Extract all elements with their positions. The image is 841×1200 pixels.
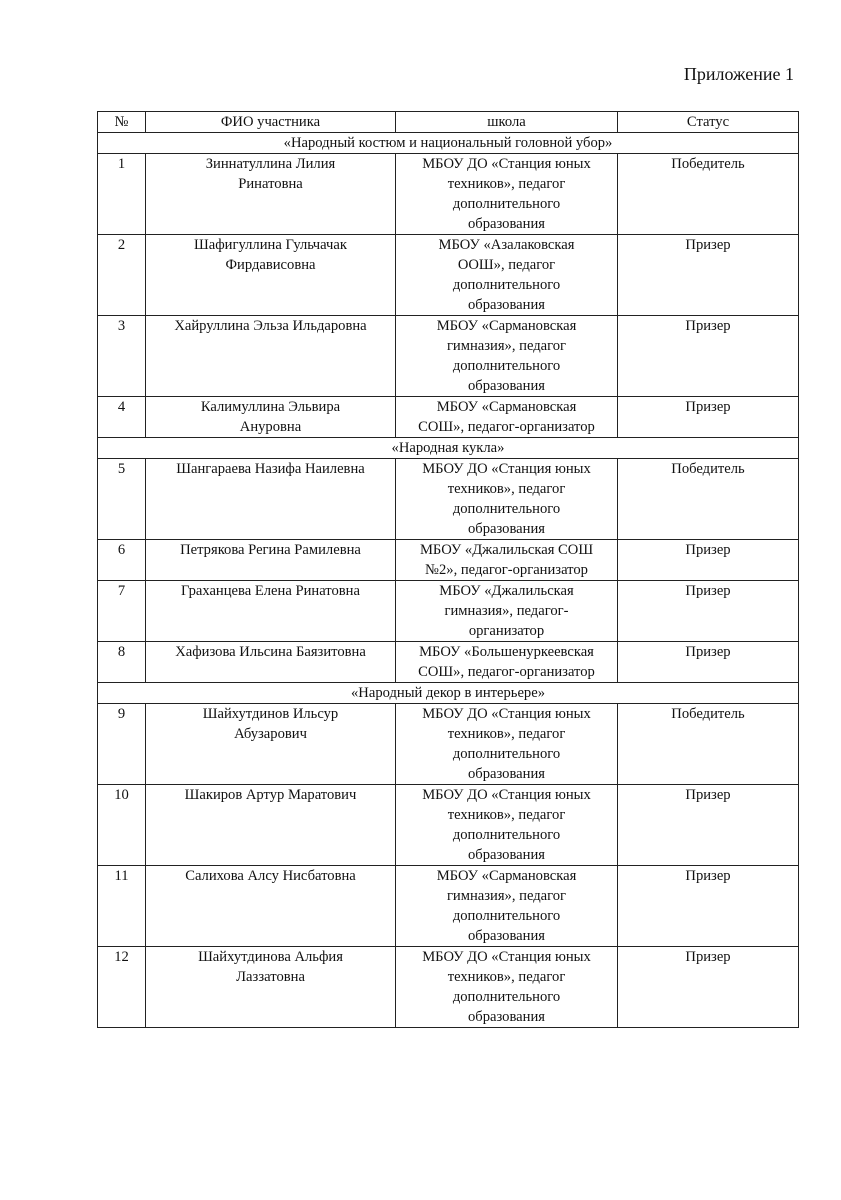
row-number: 9 xyxy=(98,704,146,785)
participant-name xyxy=(146,540,396,581)
school-line: МБОУ «Джалильская xyxy=(439,583,574,599)
school-line: МБОУ ДО «Станция юных xyxy=(422,949,591,965)
school-line: №2», педагог-организатор xyxy=(425,562,588,578)
header-status: Статус xyxy=(618,112,799,133)
row-number: 7 xyxy=(98,581,146,642)
school-line: техников», педагог xyxy=(447,807,566,823)
school-line: дополнительного xyxy=(452,746,561,762)
school-line: гимназия», педагог- xyxy=(444,603,569,619)
table-row xyxy=(98,866,799,947)
school-line: дополнительного xyxy=(452,827,561,843)
header-number: № xyxy=(98,112,146,133)
school-line: техников», педагог xyxy=(447,481,566,497)
participant-name-line: Калимуллина Эльвира xyxy=(200,399,341,415)
participant-name-line: Хафизова Ильсина Баязитовна xyxy=(175,644,366,660)
participant-name xyxy=(146,397,396,438)
status-cell: Призер xyxy=(618,947,799,1028)
participants-table xyxy=(97,111,799,1028)
school-line: организатор xyxy=(468,623,545,639)
status-cell: Победитель xyxy=(618,154,799,235)
section-title: «Народный декор в интерьере» xyxy=(98,683,799,704)
school-line: дополнительного xyxy=(452,196,561,212)
participant-name-line: Ринатовна xyxy=(238,176,303,192)
section-row xyxy=(98,133,799,154)
school-cell xyxy=(396,785,618,866)
school-line: образования xyxy=(468,766,545,782)
status-cell: Призер xyxy=(618,397,799,438)
school-cell xyxy=(396,540,618,581)
school-line: дополнительного xyxy=(452,989,561,1005)
participant-name-line: Шайхутдинова Альфия xyxy=(198,949,343,965)
school-line: дополнительного xyxy=(452,358,561,374)
participant-name-line: Салихова Алсу Нисбатовна xyxy=(185,868,356,884)
row-number: 5 xyxy=(98,459,146,540)
participant-name xyxy=(146,154,396,235)
row-number: 10 xyxy=(98,785,146,866)
school-line: МБОУ ДО «Станция юных xyxy=(422,461,591,477)
participant-name xyxy=(146,316,396,397)
school-cell xyxy=(396,316,618,397)
participant-name-line: Фирдависовна xyxy=(225,257,316,273)
participant-name xyxy=(146,947,396,1028)
header-participant-name: ФИО участника xyxy=(146,112,396,133)
section-row xyxy=(98,438,799,459)
school-line: МБОУ «Сармановская xyxy=(436,399,577,415)
status-cell: Призер xyxy=(618,316,799,397)
school-line: гимназия», педагог xyxy=(446,888,567,904)
school-cell xyxy=(396,581,618,642)
school-cell xyxy=(396,866,618,947)
school-line: МБОУ «Азалаковская xyxy=(438,237,575,253)
school-line: СОШ», педагог-организатор xyxy=(418,419,595,435)
table-row xyxy=(98,704,799,785)
school-line: дополнительного xyxy=(452,501,561,517)
participant-name-line: Шайхутдинов Ильсур xyxy=(202,706,339,722)
school-line: СОШ», педагог-организатор xyxy=(418,664,595,680)
school-line: ООШ», педагог xyxy=(457,257,556,273)
table-row xyxy=(98,947,799,1028)
status-cell: Победитель xyxy=(618,704,799,785)
participant-name-line: Петрякова Регина Рамилевна xyxy=(180,542,361,558)
participant-name xyxy=(146,642,396,683)
school-line: МБОУ «Джалильская СОШ xyxy=(419,542,594,558)
section-title: «Народная кукла» xyxy=(98,438,799,459)
table-row xyxy=(98,785,799,866)
participant-name-line: Хайруллина Эльза Ильдаровна xyxy=(174,318,367,334)
participant-name-line: Шакиров Артур Маратович xyxy=(184,787,357,803)
school-line: МБОУ ДО «Станция юных xyxy=(422,787,591,803)
school-line: МБОУ ДО «Станция юных xyxy=(422,706,591,722)
section-row xyxy=(98,683,799,704)
table-row xyxy=(98,581,799,642)
status-cell: Призер xyxy=(618,642,799,683)
table-row xyxy=(98,459,799,540)
school-cell xyxy=(396,642,618,683)
participant-name xyxy=(146,785,396,866)
school-cell xyxy=(396,459,618,540)
school-line: гимназия», педагог xyxy=(446,338,567,354)
school-line: образования xyxy=(468,297,545,313)
school-line: техников», педагог xyxy=(447,969,566,985)
table-row xyxy=(98,154,799,235)
table-row xyxy=(98,540,799,581)
participant-name xyxy=(146,704,396,785)
school-line: образования xyxy=(468,378,545,394)
status-cell: Призер xyxy=(618,581,799,642)
appendix-label: Приложение 1 xyxy=(683,64,794,84)
participant-name xyxy=(146,581,396,642)
row-number: 12 xyxy=(98,947,146,1028)
status-cell: Призер xyxy=(618,235,799,316)
school-line: техников», педагог xyxy=(447,176,566,192)
school-cell xyxy=(396,397,618,438)
school-line: образования xyxy=(468,521,545,537)
participant-name-line: Граханцева Елена Ринатовна xyxy=(181,583,360,599)
participant-name-line: Ануровна xyxy=(239,419,302,435)
status-cell: Призер xyxy=(618,866,799,947)
school-cell xyxy=(396,235,618,316)
participant-name xyxy=(146,866,396,947)
school-line: МБОУ «Большенуркеевская xyxy=(419,644,594,660)
school-line: образования xyxy=(468,216,545,232)
row-number: 8 xyxy=(98,642,146,683)
row-number: 11 xyxy=(98,866,146,947)
school-cell xyxy=(396,947,618,1028)
table-row xyxy=(98,642,799,683)
participant-name-line: Зиннатуллина Лилия xyxy=(205,156,336,172)
status-cell: Победитель xyxy=(618,459,799,540)
school-line: техников», педагог xyxy=(447,726,566,742)
row-number: 4 xyxy=(98,397,146,438)
school-line: образования xyxy=(468,1009,545,1025)
table-header-row xyxy=(98,112,799,133)
participant-name-line: Абузарович xyxy=(234,726,307,742)
row-number: 2 xyxy=(98,235,146,316)
school-line: МБОУ «Сармановская xyxy=(436,868,577,884)
participant-name-line: Лаззатовна xyxy=(236,969,305,985)
section-title: «Народный костюм и национальный головной убор» xyxy=(98,133,799,154)
participant-name-line: Шафигуллина Гульчачак xyxy=(194,237,347,253)
header-school: школа xyxy=(396,112,618,133)
school-line: дополнительного xyxy=(452,908,561,924)
status-cell: Призер xyxy=(618,540,799,581)
school-line: МБОУ ДО «Станция юных xyxy=(422,156,591,172)
status-cell: Призер xyxy=(618,785,799,866)
school-line: МБОУ «Сармановская xyxy=(436,318,577,334)
school-cell xyxy=(396,704,618,785)
participant-name xyxy=(146,459,396,540)
row-number: 1 xyxy=(98,154,146,235)
participant-name xyxy=(146,235,396,316)
table-row xyxy=(98,397,799,438)
school-line: образования xyxy=(468,928,545,944)
table-row xyxy=(98,235,799,316)
row-number: 3 xyxy=(98,316,146,397)
table-body xyxy=(98,133,799,1028)
row-number: 6 xyxy=(98,540,146,581)
participant-name-line: Шангараева Назифа Наилевна xyxy=(176,461,365,477)
school-line: дополнительного xyxy=(452,277,561,293)
school-line: образования xyxy=(468,847,545,863)
table-row xyxy=(98,316,799,397)
school-cell xyxy=(396,154,618,235)
